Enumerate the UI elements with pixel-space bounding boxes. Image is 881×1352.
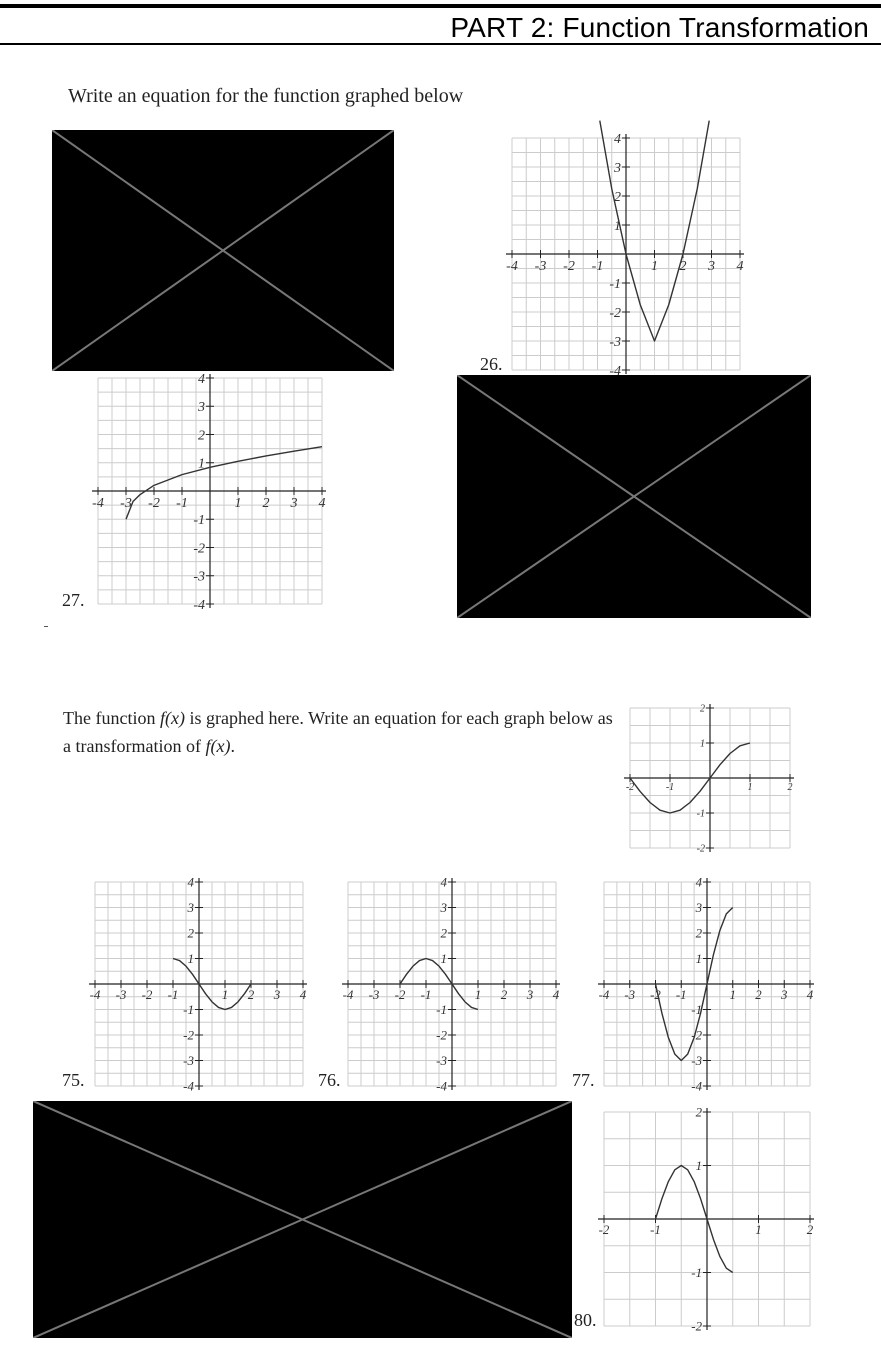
y-tick-label: 2 — [695, 1105, 702, 1120]
y-tick-label: -2 — [183, 1027, 194, 1043]
x-tick-label: 4 — [736, 259, 744, 274]
x-tick-label: 3 — [781, 987, 788, 1002]
header-rule-top — [0, 4, 881, 8]
x-tick-label: 3 — [273, 987, 281, 1002]
y-tick-label: -2 — [691, 1319, 702, 1334]
x-tick-label: -1 — [665, 782, 675, 793]
y-tick-label: 2 — [187, 925, 194, 941]
x-tick-label: 2 — [247, 987, 255, 1002]
x-tick-label: 4 — [318, 496, 326, 511]
x-tick-label: -1 — [420, 987, 432, 1002]
x-tick-label: -3 — [120, 496, 132, 511]
x-tick-label: -4 — [89, 987, 101, 1002]
y-tick-label: -2 — [609, 305, 621, 321]
y-tick-label: 1 — [440, 951, 447, 967]
x-tick-label: 2 — [679, 259, 687, 274]
graph-27-svg — [92, 371, 326, 613]
y-tick-label: -2 — [691, 1028, 702, 1043]
problem-number-27: 27. — [62, 590, 85, 610]
instruction-text-a: The function — [63, 708, 160, 728]
y-tick-label: -1 — [691, 1003, 702, 1018]
problem-number-75: 75. — [62, 1070, 85, 1090]
x-tick-label: -4 — [342, 987, 354, 1002]
y-tick-label: -4 — [183, 1078, 194, 1094]
y-tick-label: -4 — [193, 597, 205, 613]
instruction-text-c: . — [230, 736, 235, 756]
y-tick-label: 3 — [198, 400, 205, 416]
y-tick-label: -4 — [691, 1079, 702, 1094]
instruction-text-b: is graphed here. Write an equation for each graph below as a transformation of — [63, 708, 613, 756]
problem-number-77: 77. — [572, 1070, 595, 1090]
graph-76 — [342, 874, 560, 1094]
x-tick-label: -2 — [148, 496, 160, 511]
stray-mark — [44, 626, 48, 627]
fx-symbol: f(x) — [159, 708, 185, 728]
y-tick-label: 4 — [440, 874, 447, 890]
missing-image-icon — [33, 1101, 572, 1338]
graph-26-svg — [506, 131, 744, 379]
x-tick-label: 4 — [806, 987, 814, 1002]
y-tick-label: -2 — [696, 843, 705, 855]
x-tick-label: -1 — [650, 1222, 661, 1237]
instruction-section-1: Write an equation for the function graphed below — [68, 85, 464, 107]
y-tick-label: 1 — [695, 952, 702, 967]
y-tick-label: -3 — [609, 334, 621, 350]
y-tick-label: -1 — [691, 1266, 702, 1281]
graph-76-svg — [342, 874, 560, 1094]
x-tick-label: -3 — [115, 987, 127, 1002]
y-tick-label: -1 — [193, 513, 205, 529]
y-tick-label: 4 — [695, 875, 702, 890]
y-tick-label: 3 — [614, 160, 621, 176]
y-tick-label: 1 — [187, 951, 194, 967]
y-tick-label: -1 — [609, 276, 621, 292]
graph-75 — [89, 874, 307, 1094]
x-tick-label: -1 — [675, 987, 687, 1002]
fx-symbol: f(x) — [205, 736, 231, 756]
x-tick-label: -2 — [563, 259, 575, 274]
x-tick-label: 3 — [708, 259, 715, 274]
y-tick-label: 3 — [187, 900, 194, 916]
x-tick-label: -2 — [625, 782, 635, 793]
graph-fx — [625, 703, 793, 855]
y-tick-label: -2 — [193, 541, 205, 557]
y-tick-label: 4 — [187, 874, 194, 890]
graph-27 — [92, 371, 326, 613]
graph-80 — [598, 1105, 814, 1334]
y-tick-label: 1 — [700, 738, 705, 750]
x-tick-label: 1 — [747, 782, 753, 793]
x-tick-label: 2 — [500, 987, 508, 1002]
x-tick-label: 1 — [729, 987, 736, 1002]
y-tick-label: -3 — [436, 1053, 447, 1069]
y-tick-label: 1 — [695, 1159, 702, 1174]
y-tick-label: -1 — [183, 1002, 194, 1018]
x-tick-label: 4 — [552, 987, 560, 1002]
header-rule-bottom — [0, 43, 881, 45]
x-tick-label: -2 — [394, 987, 406, 1002]
x-tick-label: 3 — [526, 987, 534, 1002]
y-tick-label: 4 — [614, 131, 621, 147]
x-tick-label: -1 — [176, 496, 188, 511]
x-tick-label: -2 — [141, 987, 153, 1002]
y-tick-label: -4 — [436, 1078, 447, 1094]
x-tick-label: -3 — [624, 987, 636, 1002]
y-tick-label: -1 — [436, 1002, 447, 1018]
x-tick-label: -2 — [598, 1222, 610, 1237]
y-tick-label: 2 — [700, 703, 705, 715]
graph-77-svg — [598, 875, 814, 1094]
y-tick-label: 2 — [440, 925, 447, 941]
missing-image-icon — [457, 375, 811, 618]
y-tick-label: -3 — [193, 569, 205, 585]
y-tick-label: -1 — [696, 808, 705, 820]
x-tick-label: -4 — [598, 987, 610, 1002]
missing-image-icon — [52, 130, 394, 371]
x-tick-label: 3 — [290, 496, 298, 511]
instruction-section-2 — [63, 704, 623, 760]
y-tick-label: 2 — [695, 926, 702, 941]
y-tick-label: 2 — [614, 189, 621, 205]
x-tick-label: 1 — [474, 987, 482, 1002]
x-tick-label: -1 — [591, 259, 604, 274]
y-tick-label: 3 — [695, 901, 702, 916]
graph-77 — [598, 875, 814, 1094]
x-tick-label: -4 — [92, 496, 104, 511]
x-tick-label: 2 — [787, 782, 793, 793]
x-tick-label: -4 — [506, 259, 518, 274]
x-tick-label: -3 — [368, 987, 380, 1002]
x-tick-label: -1 — [167, 987, 179, 1002]
y-tick-label: 1 — [198, 456, 205, 472]
graph-75-svg — [89, 874, 307, 1094]
y-tick-label: -3 — [183, 1053, 194, 1069]
y-tick-label: -3 — [691, 1054, 702, 1069]
y-tick-label: -4 — [609, 363, 621, 379]
y-tick-label: -2 — [436, 1027, 447, 1043]
graph-26 — [506, 131, 744, 379]
x-tick-label: -3 — [534, 259, 547, 274]
problem-number-80: 80. — [574, 1310, 597, 1330]
y-tick-label: 4 — [198, 371, 205, 387]
y-tick-label: 2 — [198, 428, 205, 444]
x-tick-label: 4 — [299, 987, 307, 1002]
x-tick-label: 1 — [755, 1222, 762, 1237]
page-title: PART 2: Function Transformation — [450, 12, 869, 43]
x-tick-label: 1 — [651, 259, 658, 274]
y-tick-label: 1 — [614, 218, 621, 234]
graph-fx-svg — [625, 703, 793, 855]
problem-number-76: 76. — [318, 1070, 341, 1090]
problem-number-26: 26. — [480, 354, 503, 374]
graph-80-svg — [598, 1105, 814, 1334]
x-tick-label: 2 — [806, 1222, 814, 1237]
x-tick-label: 1 — [234, 496, 242, 511]
x-tick-label: -2 — [650, 987, 661, 1002]
x-tick-label: 2 — [755, 987, 762, 1002]
x-tick-label: 2 — [262, 496, 270, 511]
x-tick-label: 1 — [221, 987, 229, 1002]
y-tick-label: 3 — [440, 900, 447, 916]
